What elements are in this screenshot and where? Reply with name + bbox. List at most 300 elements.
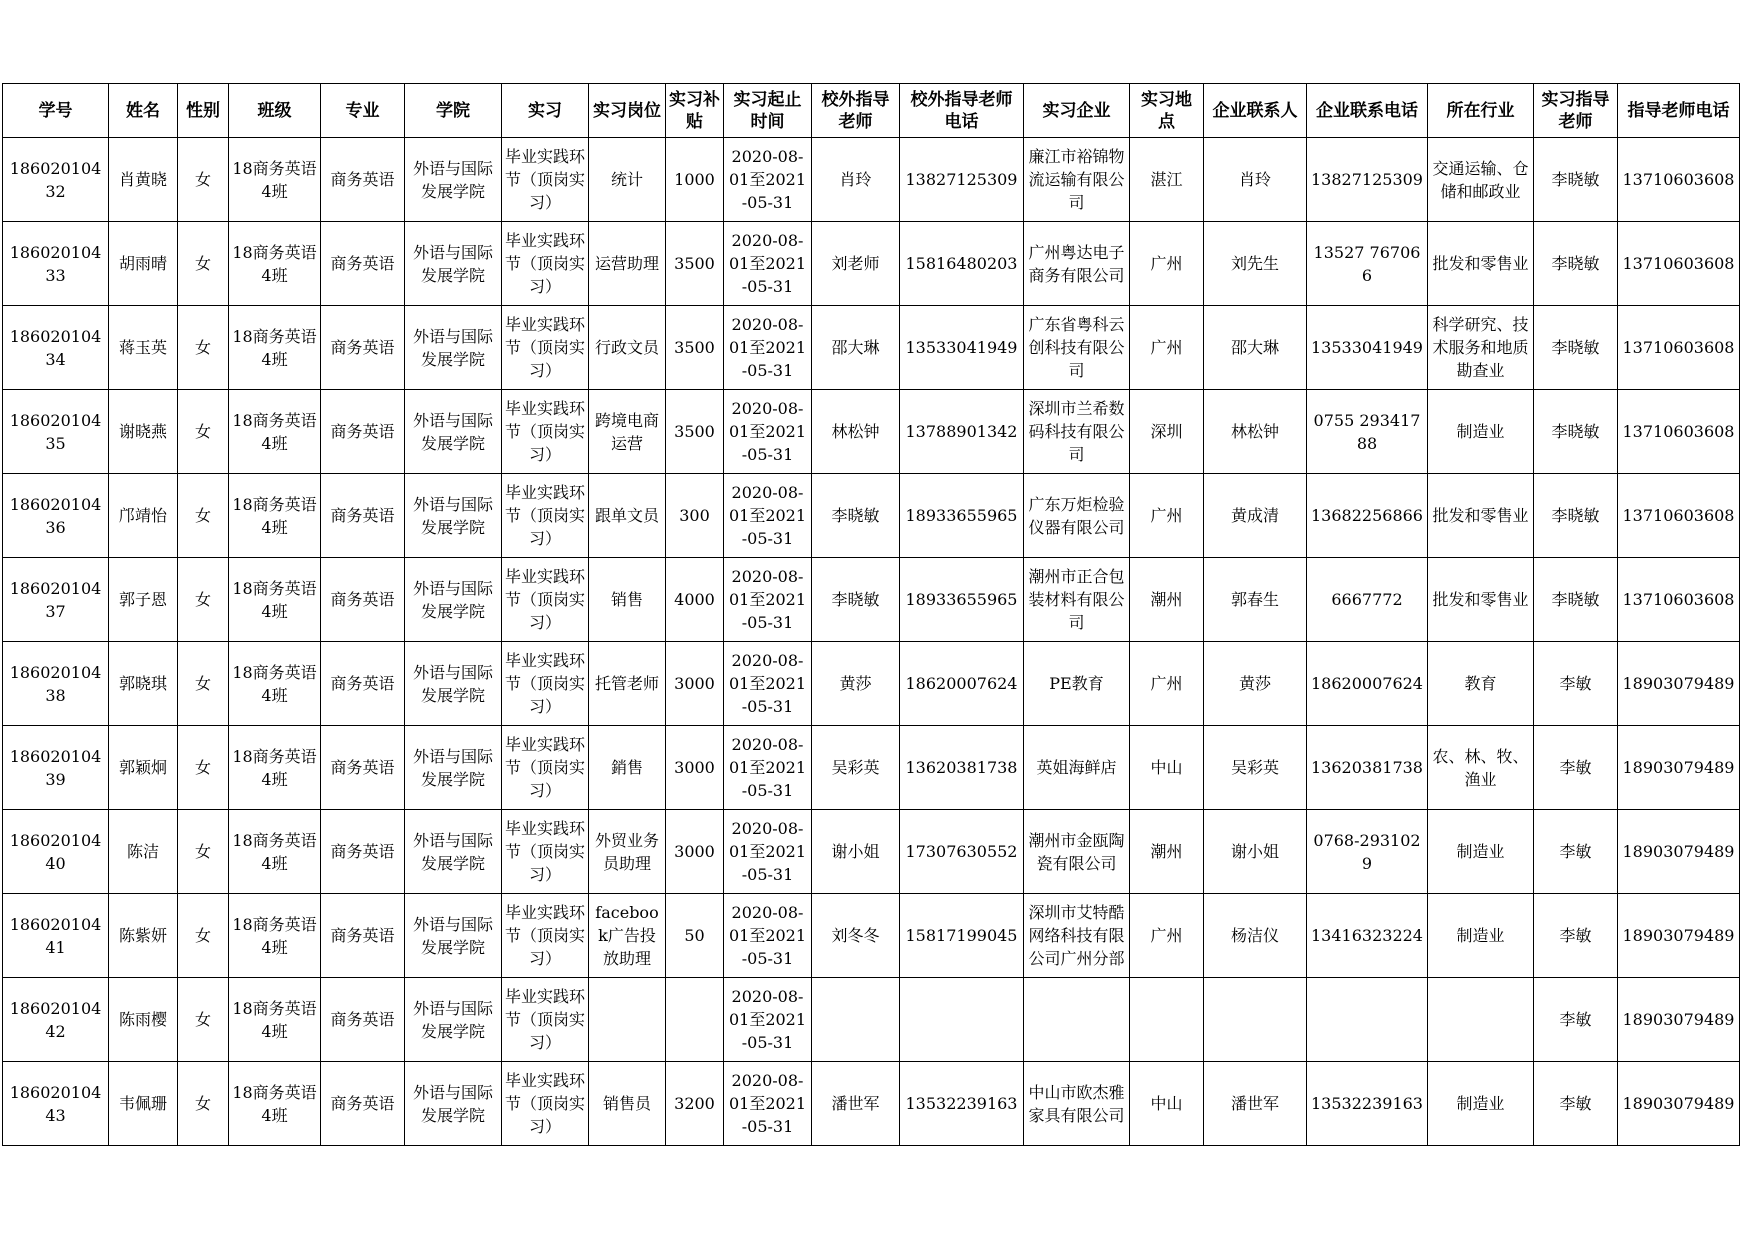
- cell-text: 外语与国际发展学院: [412, 410, 493, 453]
- table-cell: [1428, 390, 1534, 474]
- column-header: 实习岗位: [589, 84, 666, 138]
- cell-text: 商务英语: [330, 422, 395, 441]
- cell-text: 潮州市正合包装材料有限公司: [1028, 567, 1125, 632]
- cell-text: 女: [194, 674, 211, 693]
- table-cell: [900, 306, 1024, 390]
- cell-text: 3000: [674, 758, 715, 777]
- cell-text: 18903079489: [1622, 674, 1735, 693]
- cell-text: 13710603608: [1622, 422, 1735, 441]
- cell-text: 刘老师: [831, 254, 880, 273]
- table-cell: [1428, 642, 1534, 726]
- table-cell: [1307, 474, 1428, 558]
- table-cell: [666, 558, 724, 642]
- cell-text: 13710603608: [1622, 170, 1735, 189]
- table-cell: [405, 558, 502, 642]
- table-cell: [3, 222, 109, 306]
- cell-text: 郭颖炯: [118, 758, 167, 777]
- column-header: 校外指导老师: [812, 84, 900, 138]
- table-cell: [3, 390, 109, 474]
- cell-text: 13827125309: [1311, 170, 1423, 189]
- table-cell: [178, 726, 229, 810]
- table-cell: [1428, 138, 1534, 222]
- cell-text: 商务英语: [330, 254, 395, 273]
- cell-text: 2020-08-01至2021-05-31: [728, 651, 807, 716]
- table-cell: [900, 390, 1024, 474]
- cell-text: 谢小姐: [831, 842, 880, 861]
- cell-text: 300: [679, 506, 710, 525]
- column-header: 实习起止时间: [724, 84, 812, 138]
- cell-text: 销售员: [602, 1094, 651, 1113]
- table-cell: [812, 558, 900, 642]
- table-row: [3, 222, 1740, 306]
- table-cell: [812, 978, 900, 1062]
- cell-text: 銷售: [610, 758, 643, 777]
- table-cell: [724, 810, 812, 894]
- cell-text: 外语与国际发展学院: [412, 1082, 493, 1125]
- cell-text: 吴彩英: [831, 758, 880, 777]
- table-cell: [1307, 558, 1428, 642]
- cell-text: 郭春生: [1230, 590, 1279, 609]
- table-cell: [1307, 390, 1428, 474]
- cell-text: 广州: [1150, 506, 1183, 525]
- table-cell: [1024, 978, 1130, 1062]
- cell-text: 18602010439: [9, 746, 102, 789]
- cell-text: 统计: [610, 170, 643, 189]
- cell-text: 陈洁: [126, 842, 159, 861]
- table-cell: [724, 978, 812, 1062]
- table-cell: [1204, 390, 1307, 474]
- table-cell: [1534, 222, 1618, 306]
- cell-text: 农、林、牧、渔业: [1432, 746, 1529, 789]
- table-cell: [1428, 726, 1534, 810]
- cell-text: 黄成清: [1230, 506, 1279, 525]
- table-cell: [1428, 894, 1534, 978]
- cell-text: 18商务英语4班: [232, 158, 317, 201]
- cell-text: 13527 767066: [1313, 242, 1421, 285]
- table-row: [3, 390, 1740, 474]
- table-cell: [1024, 642, 1130, 726]
- cell-text: 英姐海鲜店: [1036, 758, 1117, 777]
- table-cell: [812, 390, 900, 474]
- table-cell: [321, 894, 405, 978]
- table-cell: [812, 894, 900, 978]
- table-cell: [3, 558, 109, 642]
- table-cell: [900, 222, 1024, 306]
- table-cell: [1024, 726, 1130, 810]
- table-cell: [1307, 138, 1428, 222]
- cell-text: 13710603608: [1622, 506, 1735, 525]
- table-cell: [589, 222, 666, 306]
- cell-text: 3000: [674, 674, 715, 693]
- table-cell: [812, 1062, 900, 1146]
- table-cell: [1130, 558, 1204, 642]
- cell-text: 18903079489: [1622, 842, 1735, 861]
- table-cell: [178, 222, 229, 306]
- table-cell: [178, 558, 229, 642]
- column-header: 学院: [405, 84, 502, 138]
- table-cell: [3, 810, 109, 894]
- cell-text: 2020-08-01至2021-05-31: [728, 399, 807, 464]
- table-cell: [1534, 474, 1618, 558]
- table-cell: [1534, 1062, 1618, 1146]
- cell-text: 李敏: [1559, 926, 1592, 945]
- cell-text: 郭晓琪: [118, 674, 167, 693]
- cell-text: 3500: [674, 338, 715, 357]
- table-cell: [1130, 138, 1204, 222]
- cell-text: 中山市欧杰雅家具有限公司: [1028, 1082, 1125, 1125]
- table-cell: [405, 306, 502, 390]
- cell-text: 毕业实践环节（顶岗实习）: [505, 1071, 585, 1136]
- table-cell: [1618, 894, 1740, 978]
- cell-text: 15817199045: [905, 926, 1018, 945]
- table-cell: [502, 222, 589, 306]
- table-cell: [724, 138, 812, 222]
- cell-text: 3500: [674, 422, 715, 441]
- cell-text: 外语与国际发展学院: [412, 746, 493, 789]
- cell-text: 18商务英语4班: [232, 830, 317, 873]
- table-cell: [1204, 1062, 1307, 1146]
- table-cell: [1204, 978, 1307, 1062]
- cell-text: 潮州市金瓯陶瓷有限公司: [1028, 830, 1125, 873]
- cell-text: 18602010442: [9, 998, 102, 1041]
- cell-text: 18620007624: [905, 674, 1018, 693]
- table-row: [3, 810, 1740, 894]
- table-cell: [3, 1062, 109, 1146]
- table-cell: [812, 810, 900, 894]
- table-cell: [109, 1062, 178, 1146]
- table-cell: [1618, 390, 1740, 474]
- table-row: [3, 306, 1740, 390]
- table-cell: [1307, 978, 1428, 1062]
- cell-text: 18602010440: [9, 830, 102, 873]
- cell-text: 3500: [674, 254, 715, 273]
- table-cell: [405, 810, 502, 894]
- table-cell: [900, 1062, 1024, 1146]
- table-cell: [589, 810, 666, 894]
- table-cell: [812, 474, 900, 558]
- table-cell: [502, 978, 589, 1062]
- table-cell: [178, 894, 229, 978]
- table-cell: [666, 390, 724, 474]
- cell-text: 杨洁仪: [1230, 926, 1279, 945]
- table-cell: [321, 474, 405, 558]
- cell-text: 18620007624: [1311, 674, 1423, 693]
- cell-text: 18933655965: [905, 506, 1018, 525]
- cell-text: 胡雨晴: [118, 254, 167, 273]
- cell-text: 3200: [674, 1094, 715, 1113]
- table-cell: [405, 474, 502, 558]
- table-cell: [1130, 810, 1204, 894]
- table-cell: [666, 1062, 724, 1146]
- table-cell: [1428, 978, 1534, 1062]
- table-cell: [405, 894, 502, 978]
- cell-text: 18商务英语4班: [232, 410, 317, 453]
- table-cell: [1024, 474, 1130, 558]
- cell-text: 李晓敏: [1551, 590, 1600, 609]
- cell-text: 刘冬冬: [831, 926, 880, 945]
- table-cell: [900, 138, 1024, 222]
- table-cell: [1204, 894, 1307, 978]
- cell-text: 廉江市裕锦物流运输有限公司: [1028, 147, 1125, 212]
- cell-text: 广州粤达电子商务有限公司: [1028, 242, 1125, 285]
- table-cell: [900, 810, 1024, 894]
- cell-text: 毕业实践环节（顶岗实习）: [505, 231, 585, 296]
- table-row: [3, 894, 1740, 978]
- cell-text: 2020-08-01至2021-05-31: [728, 315, 807, 380]
- table-cell: [724, 474, 812, 558]
- table-cell: [1428, 306, 1534, 390]
- column-header: 校外指导老师电话: [900, 84, 1024, 138]
- table-cell: [666, 222, 724, 306]
- table-cell: [1024, 810, 1130, 894]
- table-cell: [502, 558, 589, 642]
- column-header: 实习指导老师: [1534, 84, 1618, 138]
- cell-text: 15816480203: [905, 254, 1018, 273]
- column-header: 实习地点: [1130, 84, 1204, 138]
- table-cell: [178, 138, 229, 222]
- table-cell: [1130, 474, 1204, 558]
- table-cell: [900, 978, 1024, 1062]
- cell-text: 深圳市艾特酷网络科技有限公司广州分部: [1028, 903, 1125, 968]
- cell-text: 吴彩英: [1230, 758, 1279, 777]
- table-cell: [1534, 138, 1618, 222]
- table-cell: [229, 306, 321, 390]
- table-cell: [1618, 642, 1740, 726]
- cell-text: 谢晓燕: [118, 422, 167, 441]
- cell-text: 毕业实践环节（顶岗实习）: [505, 651, 585, 716]
- cell-text: 毕业实践环节（顶岗实习）: [505, 819, 585, 884]
- table-cell: [1204, 810, 1307, 894]
- table-cell: [1130, 726, 1204, 810]
- table-cell: [812, 138, 900, 222]
- table-cell: [321, 306, 405, 390]
- cell-text: 6667772: [1331, 590, 1403, 609]
- table-cell: [1534, 306, 1618, 390]
- column-header: 所在行业: [1428, 84, 1534, 138]
- cell-text: 18602010437: [9, 578, 102, 621]
- cell-text: 13533041949: [905, 338, 1018, 357]
- table-cell: [109, 810, 178, 894]
- table-cell: [109, 390, 178, 474]
- cell-text: 女: [194, 926, 211, 945]
- table-cell: [1024, 306, 1130, 390]
- cell-text: 女: [194, 506, 211, 525]
- cell-text: 50: [684, 926, 705, 945]
- cell-text: 肖玲: [1238, 170, 1271, 189]
- cell-text: 邵大琳: [831, 338, 880, 357]
- cell-text: 2020-08-01至2021-05-31: [728, 987, 807, 1052]
- cell-text: 13533041949: [1311, 338, 1423, 357]
- cell-text: 广东万炬检验仪器有限公司: [1028, 494, 1125, 537]
- table-cell: [178, 390, 229, 474]
- cell-text: 18商务英语4班: [232, 326, 317, 369]
- cell-text: 李晓敏: [831, 590, 880, 609]
- table-cell: [229, 474, 321, 558]
- table-cell: [666, 138, 724, 222]
- cell-text: 18商务英语4班: [232, 242, 317, 285]
- cell-text: 广州: [1150, 674, 1183, 693]
- cell-text: 商务英语: [330, 674, 395, 693]
- cell-text: 女: [194, 1094, 211, 1113]
- table-cell: [321, 138, 405, 222]
- table-cell: [178, 306, 229, 390]
- table-cell: [1307, 726, 1428, 810]
- table-cell: [1618, 306, 1740, 390]
- cell-text: 3000: [674, 842, 715, 861]
- cell-text: 毕业实践环节（顶岗实习）: [505, 735, 585, 800]
- table-cell: [666, 474, 724, 558]
- table-cell: [1130, 1062, 1204, 1146]
- table-cell: [589, 978, 666, 1062]
- table-cell: [109, 894, 178, 978]
- cell-text: 广州: [1150, 254, 1183, 273]
- table-cell: [502, 1062, 589, 1146]
- cell-text: 潮州: [1150, 590, 1183, 609]
- table-cell: [1618, 558, 1740, 642]
- table-cell: [178, 1062, 229, 1146]
- table-cell: [1130, 222, 1204, 306]
- table-cell: [1618, 810, 1740, 894]
- table-cell: [502, 894, 589, 978]
- cell-text: 陈紫妍: [118, 926, 167, 945]
- table-cell: [1534, 642, 1618, 726]
- table-cell: [1428, 1062, 1534, 1146]
- table-cell: [1534, 810, 1618, 894]
- column-header: 指导老师电话: [1618, 84, 1740, 138]
- table-cell: [229, 894, 321, 978]
- table-cell: [724, 726, 812, 810]
- table-cell: [724, 894, 812, 978]
- table-cell: [589, 894, 666, 978]
- cell-text: 毕业实践环节（顶岗实习）: [505, 567, 585, 632]
- cell-text: 13710603608: [1622, 590, 1735, 609]
- table-cell: [1618, 138, 1740, 222]
- cell-text: 13532239163: [1311, 1094, 1423, 1113]
- table-cell: [405, 222, 502, 306]
- cell-text: 1000: [674, 170, 715, 189]
- table-cell: [109, 642, 178, 726]
- column-header: 性别: [178, 84, 229, 138]
- table-cell: [1307, 222, 1428, 306]
- table-cell: [666, 810, 724, 894]
- cell-text: 外贸业务员助理: [594, 830, 659, 873]
- cell-text: 蒋玉英: [118, 338, 167, 357]
- table-cell: [900, 726, 1024, 810]
- table-cell: [1024, 138, 1130, 222]
- table-cell: [229, 1062, 321, 1146]
- cell-text: 女: [194, 254, 211, 273]
- table-cell: [589, 390, 666, 474]
- table-cell: [666, 642, 724, 726]
- cell-text: 商务英语: [330, 170, 395, 189]
- cell-text: 毕业实践环节（顶岗实习）: [505, 903, 585, 968]
- cell-text: 0768-2931029: [1313, 830, 1421, 873]
- table-cell: [900, 558, 1024, 642]
- cell-text: 13620381738: [1311, 758, 1423, 777]
- cell-text: 肖玲: [839, 170, 872, 189]
- cell-text: 外语与国际发展学院: [412, 998, 493, 1041]
- table-cell: [229, 726, 321, 810]
- column-header: 企业联系电话: [1307, 84, 1428, 138]
- cell-text: 外语与国际发展学院: [412, 662, 493, 705]
- cell-text: 广东省粤科云创科技有限公司: [1028, 315, 1125, 380]
- table-row: [3, 138, 1740, 222]
- cell-text: 女: [194, 758, 211, 777]
- table-cell: [1130, 894, 1204, 978]
- cell-text: 深圳市兰希数码科技有限公司: [1028, 399, 1125, 464]
- table-cell: [666, 894, 724, 978]
- table-cell: [178, 642, 229, 726]
- cell-text: 林松钟: [1230, 422, 1279, 441]
- cell-text: 商务英语: [330, 590, 395, 609]
- table-cell: [1618, 474, 1740, 558]
- table-cell: [1307, 642, 1428, 726]
- table-cell: [812, 306, 900, 390]
- table-cell: [405, 726, 502, 810]
- table-row: [3, 642, 1740, 726]
- cell-text: 中山: [1150, 758, 1183, 777]
- header-row: [3, 84, 1740, 138]
- table-cell: [109, 222, 178, 306]
- cell-text: 商务英语: [330, 1094, 395, 1113]
- cell-text: 陈雨樱: [118, 1010, 167, 1029]
- table-cell: [812, 222, 900, 306]
- cell-text: 李敏: [1559, 1010, 1592, 1029]
- cell-text: 李晓敏: [1551, 338, 1600, 357]
- cell-text: 李敏: [1559, 758, 1592, 777]
- table-cell: [229, 558, 321, 642]
- cell-text: 商务英语: [330, 842, 395, 861]
- cell-text: 2020-08-01至2021-05-31: [728, 735, 807, 800]
- table-body: [3, 138, 1740, 1146]
- cell-text: 0755 29341788: [1313, 410, 1421, 453]
- cell-text: 18903079489: [1622, 758, 1735, 777]
- table-cell: [666, 726, 724, 810]
- table-cell: [3, 138, 109, 222]
- internship-table: [2, 83, 1740, 1146]
- table-cell: [502, 390, 589, 474]
- cell-text: 女: [194, 422, 211, 441]
- cell-text: 李敏: [1559, 1094, 1592, 1113]
- table-cell: [405, 138, 502, 222]
- table-cell: [1428, 474, 1534, 558]
- cell-text: 外语与国际发展学院: [412, 578, 493, 621]
- table-cell: [900, 642, 1024, 726]
- cell-text: 广州: [1150, 926, 1183, 945]
- cell-text: 销售: [610, 590, 643, 609]
- table-cell: [724, 222, 812, 306]
- cell-text: 18602010438: [9, 662, 102, 705]
- cell-text: 邵大琳: [1230, 338, 1279, 357]
- cell-text: 潮州: [1150, 842, 1183, 861]
- cell-text: 18903079489: [1622, 1094, 1735, 1113]
- cell-text: 湛江: [1150, 170, 1183, 189]
- table-cell: [109, 474, 178, 558]
- cell-text: 女: [194, 170, 211, 189]
- table-cell: [3, 894, 109, 978]
- cell-text: 李晓敏: [1551, 506, 1600, 525]
- cell-text: 18商务英语4班: [232, 914, 317, 957]
- cell-text: 18602010432: [9, 158, 102, 201]
- cell-text: 行政文员: [594, 338, 659, 357]
- cell-text: 托管老师: [594, 674, 659, 693]
- cell-text: 女: [194, 1010, 211, 1029]
- table-cell: [321, 810, 405, 894]
- table-cell: [1130, 642, 1204, 726]
- cell-text: 深圳: [1150, 422, 1183, 441]
- cell-text: 批发和零售业: [1432, 506, 1529, 525]
- table-cell: [229, 138, 321, 222]
